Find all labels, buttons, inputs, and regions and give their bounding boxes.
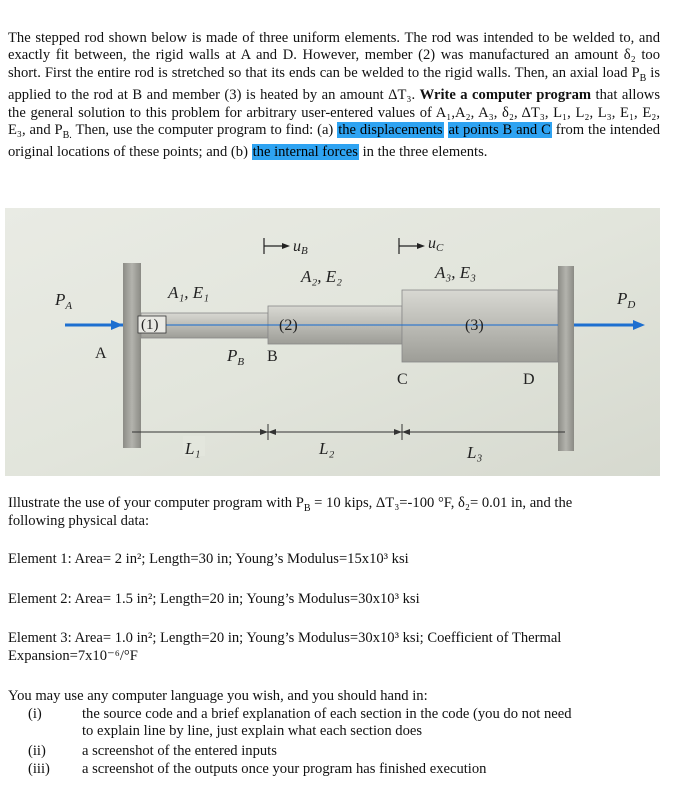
a3-e3-label: A₃, E₃: [435, 263, 477, 282]
point-c-label: C: [397, 371, 408, 388]
illustrate-sub: B: [303, 502, 311, 514]
point-b-label: B: [267, 348, 278, 365]
a1-e1-label: A₁, E₁: [168, 283, 210, 302]
item-1-number: (i): [28, 706, 42, 722]
element-2-label: (2): [279, 317, 298, 334]
item-2-text: a screenshot of the entered inputs: [82, 743, 277, 759]
subscript-b: B: [639, 72, 647, 84]
pd-label: $P_D$: [617, 289, 636, 311]
highlight-points-b-c: at points B and C: [448, 121, 551, 138]
problem-statement: [8, 30, 660, 162]
left-wall: [123, 263, 141, 448]
point-a-label: A: [95, 345, 107, 362]
illustrate-line-2: following physical data:: [8, 513, 150, 529]
l2-label: L₂: [319, 439, 335, 458]
problem-text-mid3: Then, use the computer program to find: (a): [71, 121, 338, 138]
problem-text-end: in the three elements.: [358, 144, 488, 161]
problem-text-mid1: is applied to the rod at B and member (3) is heated by an amount ΔT₃.: [8, 64, 660, 104]
item-3-text: a screenshot of the outputs once your program has finished execution: [82, 761, 487, 777]
bold-instruction: Write a computer program: [419, 87, 592, 104]
problem-intro: The stepped rod shown below is made of three uniform elements. The rod was intended to be welded to, and exactly fit between, the rigid walls at A and D. However, member (2) was manufactured an amount δ₂ too short. First the entire rod is stretched so that its ends can be welded to the rigid walls. Then, an axial load P: [8, 30, 660, 81]
uc-label: uC: [428, 235, 444, 254]
illustrate-text-b: = 10 kips, ΔT₃=-100 °F, δ₂= 0.01 in, and the: [310, 495, 573, 511]
item-1-line-1: the source code and a brief explanation of each section in the code (you do not need: [82, 706, 572, 722]
element-3-label: (3): [465, 317, 484, 334]
illustrate-text: Illustrate the use of your computer program with P: [8, 495, 304, 511]
item-3-number: (iii): [28, 761, 50, 777]
item-2-number: (ii): [28, 743, 46, 759]
instructions-lead: You may use any computer language you wish, and you should hand in:: [8, 688, 428, 704]
a2-e2-label: A₂, E₂: [301, 267, 343, 286]
l3-label: L₃: [467, 443, 483, 462]
problem-text-mid4: from the intended original locations of these points; and (b): [8, 121, 660, 161]
element-3-data-cont: Expansion=7x10⁻⁶/°F: [8, 648, 138, 664]
pa-label: $P_A$: [55, 290, 73, 312]
space: [444, 122, 448, 138]
element-1-label: (1): [141, 317, 159, 333]
element-3-data: Element 3: Area= 1.0 in²; Length=20 in; Young’s Modulus=30x10³ ksi; Coefficient of Thermal: [8, 630, 562, 646]
stepped-rod-figure: [5, 208, 660, 476]
problem-text-mid2: that allows the general solution to this problem for arbitrary user-entered values of A₁,A₂, A₃, δ₂, ΔT₃, L₁, L₂, L₃, E₁, E₂, E₃, and P: [8, 87, 660, 138]
rod-diagram: [5, 208, 660, 476]
element-2-data: Element 2: Area= 1.5 in²; Length=20 in; Young’s Modulus=30x10³ ksi: [8, 591, 420, 607]
ub-label: uB: [293, 238, 308, 257]
pb-label: $P_B$: [227, 346, 245, 368]
right-wall: [558, 266, 574, 451]
item-1-text: [82, 706, 662, 740]
l1-label: L₁: [185, 439, 201, 458]
point-d-label: D: [523, 371, 535, 388]
highlight-displacements: the displacements: [338, 121, 443, 138]
highlight-internal-forces: the internal forces: [252, 144, 358, 161]
item-1-line-2: to explain line by line, just explain what each section does: [82, 723, 423, 739]
subscript-b2: B.: [62, 129, 72, 141]
element-1-data: Element 1: Area= 2 in²; Length=30 in; Young’s Modulus=15x10³ ksi: [8, 551, 409, 567]
